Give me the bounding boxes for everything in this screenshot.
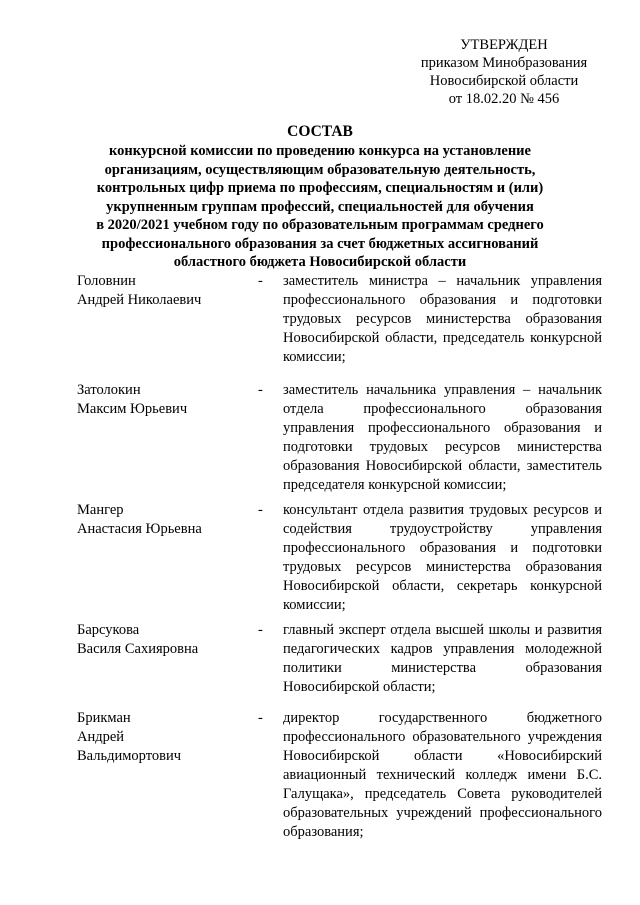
member-surname: Мангер [77, 502, 124, 518]
member-role: заместитель начальника управления – начальник отдела профессионального образования управления профессионального образования и подготовки трудовых ресурсов министерства образования Новосибирской области, заместитель председателя конкурсной комиссии; [283, 382, 602, 493]
subtitle-line: конкурсной комиссии по проведению конкурса на установление [109, 143, 531, 159]
subtitle-line: профессионального образования за счет бюджетных ассигнований [101, 235, 539, 252]
member-dash: - [258, 273, 263, 289]
member-dash: - [258, 502, 263, 518]
document-title: СОСТАВ [287, 123, 353, 140]
member-name [77, 381, 247, 419]
member-surname: Головнин [77, 273, 136, 289]
member-given-name: Андрей [77, 729, 125, 745]
member-patronymic: Вальдимортович [77, 748, 181, 764]
member-dash: - [258, 710, 263, 726]
member-given-name: Анастасия Юрьевна [77, 521, 202, 537]
approval-heading: УТВЕРЖДЕН [460, 37, 548, 53]
member-role: заместитель министра – начальник управления профессионального образования и подготовки трудовых ресурсов министерства образования Новосибирской области, председатель конкурсной комиссии; [283, 273, 602, 365]
member-name [77, 621, 247, 659]
subtitle-line: укрупненным группам профессий, специальностей для обучения [106, 198, 534, 215]
approval-stamp [404, 36, 604, 108]
member-given-name: Андрей Николаевич [77, 292, 202, 308]
approval-region: Новосибирской области [429, 73, 579, 89]
member-given-name: Максим Юрьевич [77, 401, 188, 417]
member-given-name: Василя Сахияровна [77, 641, 199, 657]
member-role: консультант отдела развития трудовых ресурсов и содействия трудоустройству управления профессионального образования и подготовки трудовых ресурсов министерства образования Новосибирской области, секретарь конкурсной комиссии; [283, 502, 602, 613]
member-name [77, 272, 247, 310]
member-role: главный эксперт отдела высшей школы и развития педагогических кадров управления молодежной политики министерства образования Новосибирской области; [283, 622, 602, 695]
member-surname: Брикман [77, 710, 131, 726]
document-subtitle [90, 142, 550, 272]
member-surname: Барсукова [77, 622, 140, 638]
subtitle-line: контрольных цифр приема по профессиям, специальностям и (или) [96, 180, 544, 196]
member-name [77, 709, 247, 766]
approval-order: приказом Минобразования [420, 55, 588, 71]
subtitle-line: в 2020/2021 учебном году по образовательным программам среднего [96, 217, 544, 233]
member-dash: - [258, 382, 263, 398]
subtitle-line: областного бюджета Новосибирской области [173, 254, 467, 270]
member-dash: - [258, 622, 263, 638]
member-role: директор государственного бюджетного профессионального образовательного учреждения Новосибирской области «Новосибирский авиационный технический колледж имени Б.С. Галущака», председатель Совета руководителей образовательных учреждений профессионального образования; [283, 710, 602, 840]
subtitle-line: организациям, осуществляющим образовательную деятельность, [104, 161, 536, 178]
member-surname: Затолокин [77, 382, 141, 398]
approval-date: от 18.02.20 № 456 [448, 91, 560, 107]
member-name [77, 501, 247, 539]
